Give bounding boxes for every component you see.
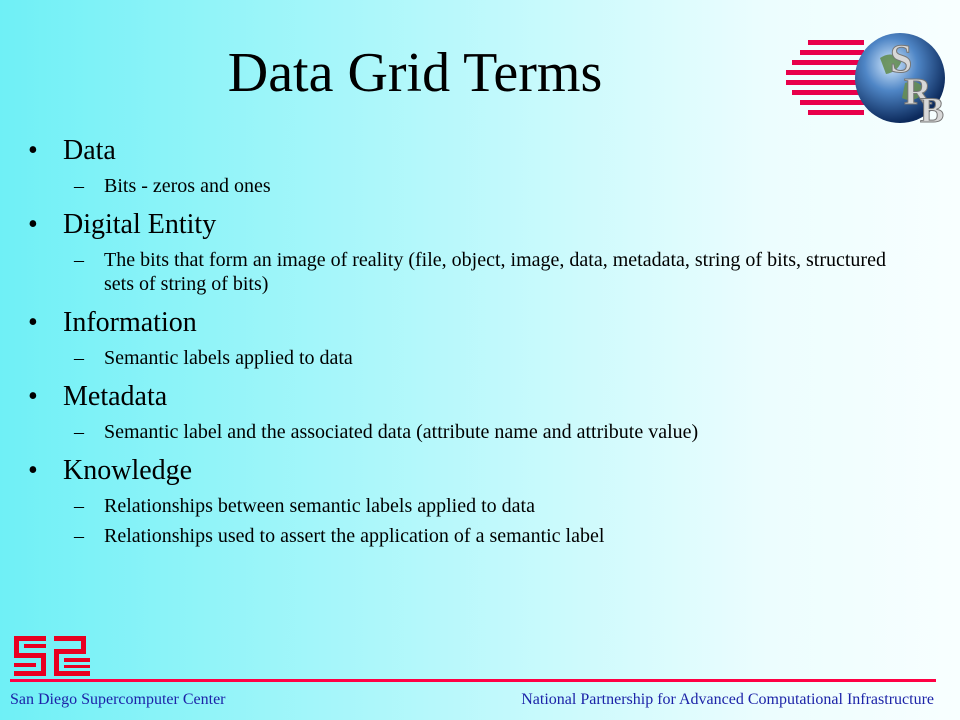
srb-logo — [780, 28, 955, 128]
sdsc-logo — [14, 636, 90, 676]
sub-text: The bits that form an image of reality (file, object, image, data, metadata, string of bits, structured sets of string of bits) — [104, 249, 886, 295]
sub-text: Relationships used to assert the application of a semantic label — [104, 525, 605, 547]
sub-text: Semantic label and the associated data (attribute name and attribute value) — [104, 421, 699, 443]
bullet-item — [28, 208, 928, 242]
slide-content — [28, 134, 928, 558]
sub-text: Semantic labels applied to data — [104, 347, 353, 369]
term-group-metadata — [28, 380, 928, 444]
slide-title: Data Grid Terms — [227, 42, 603, 104]
bullet-term: Metadata — [63, 381, 168, 412]
bullet-item — [28, 134, 928, 168]
term-group-information — [28, 306, 928, 370]
sub-dash: – — [74, 249, 84, 271]
term-group-knowledge — [28, 454, 928, 548]
srb-letter-s: S — [890, 36, 913, 81]
bullet-dot: • — [28, 209, 38, 240]
bullet-term: Information — [63, 307, 197, 338]
sub-dash: – — [74, 495, 84, 517]
bullet-dot: • — [28, 307, 38, 338]
bullet-term: Data — [63, 135, 116, 166]
bullet-item — [28, 306, 928, 340]
bullet-item — [28, 380, 928, 414]
term-group-data — [28, 134, 928, 198]
bullet-dot: • — [28, 135, 38, 166]
sub-item — [28, 420, 928, 444]
sub-item — [28, 346, 928, 370]
bullet-item — [28, 454, 928, 488]
bullet-dot: • — [28, 455, 38, 486]
srb-letter-b: B — [920, 90, 945, 128]
sub-dash: – — [74, 347, 84, 369]
sub-dash: – — [74, 525, 84, 547]
srb-stripes — [786, 40, 864, 115]
sub-text: Bits - zeros and ones — [104, 175, 271, 197]
sub-item — [28, 248, 928, 296]
srb-letter-r: R — [904, 71, 932, 113]
sub-item — [28, 524, 928, 548]
footer-organization: San Diego Supercomputer Center — [10, 691, 226, 708]
sub-item — [28, 174, 928, 198]
footer-partnership: National Partnership for Advanced Computational Infrastructure — [521, 691, 934, 708]
sub-dash: – — [74, 421, 84, 443]
sub-dash: – — [74, 175, 84, 197]
sub-item — [28, 494, 928, 518]
sub-text: Relationships between semantic labels applied to data — [104, 495, 535, 517]
bullet-term: Knowledge — [63, 455, 193, 486]
bullet-term: Digital Entity — [63, 209, 217, 240]
term-group-digital-entity — [28, 208, 928, 296]
bullet-dot: • — [28, 381, 38, 412]
footer-divider — [10, 679, 936, 682]
